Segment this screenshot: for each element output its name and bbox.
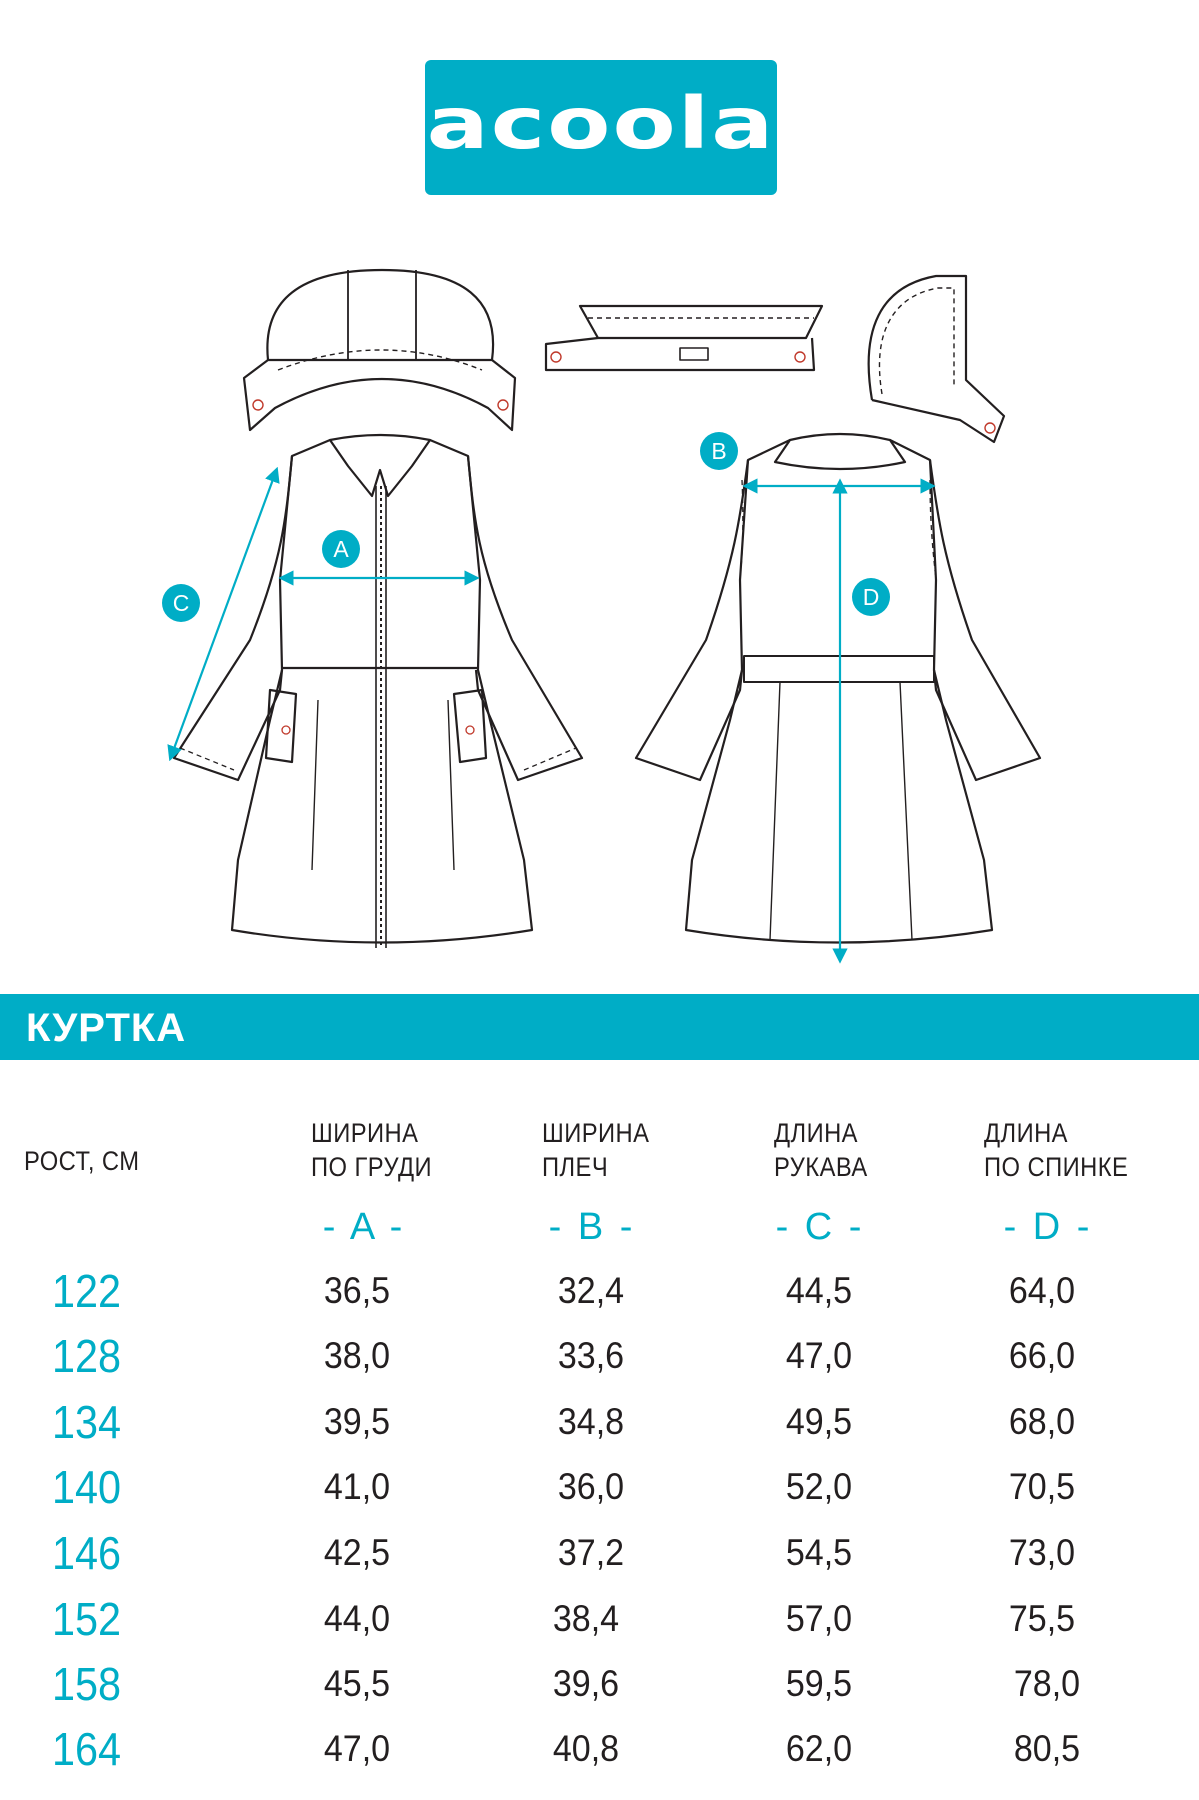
section-band bbox=[0, 994, 1199, 1060]
table-row bbox=[0, 1395, 1199, 1455]
collar-strap-drawing bbox=[546, 306, 822, 370]
column-letter-d: - D - bbox=[1003, 1206, 1093, 1248]
column-letter-a: - A - bbox=[322, 1206, 406, 1248]
height-value: 146 bbox=[52, 1527, 122, 1579]
coat-front-drawing bbox=[174, 435, 582, 948]
marker-c: C bbox=[162, 584, 200, 622]
marker-b: B bbox=[700, 432, 738, 470]
height-header-label: РОСТ, СМ bbox=[24, 1146, 140, 1176]
height-value: 164 bbox=[52, 1723, 122, 1775]
value-c: 59,5 bbox=[785, 1663, 853, 1704]
value-b: 32,4 bbox=[557, 1270, 625, 1311]
value-d: 64,0 bbox=[1008, 1270, 1076, 1311]
value-a: 45,5 bbox=[323, 1663, 391, 1704]
section-title: КУРТКА bbox=[26, 1006, 187, 1050]
value-a: 42,5 bbox=[323, 1532, 391, 1573]
value-d: 80,5 bbox=[1013, 1728, 1081, 1769]
table-row bbox=[0, 1264, 1199, 1324]
height-value: 122 bbox=[52, 1265, 122, 1317]
column-header-d bbox=[984, 1116, 1128, 1184]
marker-a: A bbox=[322, 530, 360, 568]
column-letter-b: - B - bbox=[548, 1206, 636, 1248]
hood-side-drawing bbox=[869, 276, 1004, 442]
value-c: 44,5 bbox=[785, 1270, 853, 1311]
brand-logo-text: acoola bbox=[426, 81, 776, 165]
column-header-a-line1: ШИРИНА bbox=[311, 1118, 419, 1148]
column-header-b bbox=[542, 1116, 649, 1184]
column-header-b-line2: ПЛЕЧ bbox=[542, 1152, 609, 1182]
height-header bbox=[24, 1144, 139, 1178]
value-d: 78,0 bbox=[1013, 1663, 1081, 1704]
column-header-b-line1: ШИРИНА bbox=[542, 1118, 650, 1148]
value-a: 36,5 bbox=[323, 1270, 391, 1311]
value-c: 54,5 bbox=[785, 1532, 853, 1573]
value-a: 47,0 bbox=[323, 1728, 391, 1769]
value-c: 47,0 bbox=[785, 1335, 853, 1376]
value-a: 39,5 bbox=[323, 1401, 391, 1442]
value-b: 37,2 bbox=[557, 1532, 625, 1573]
value-b: 34,8 bbox=[557, 1401, 625, 1442]
value-d: 75,5 bbox=[1008, 1598, 1076, 1639]
height-value: 158 bbox=[52, 1658, 122, 1710]
table-row bbox=[0, 1657, 1199, 1717]
height-value: 128 bbox=[52, 1330, 122, 1382]
table-row bbox=[0, 1592, 1199, 1652]
column-header-d-line1: ДЛИНА bbox=[984, 1118, 1068, 1148]
value-a: 38,0 bbox=[323, 1335, 391, 1376]
column-letter-c: - C - bbox=[775, 1206, 865, 1248]
table-row bbox=[0, 1526, 1199, 1586]
marker-d: D bbox=[852, 578, 890, 616]
value-c: 49,5 bbox=[785, 1401, 853, 1442]
value-b: 38,4 bbox=[552, 1598, 620, 1639]
value-c: 62,0 bbox=[785, 1728, 853, 1769]
value-d: 66,0 bbox=[1008, 1335, 1076, 1376]
value-a: 41,0 bbox=[323, 1466, 391, 1507]
coat-back-drawing bbox=[636, 434, 1040, 943]
table-row bbox=[0, 1460, 1199, 1520]
table-row bbox=[0, 1329, 1199, 1389]
value-b: 40,8 bbox=[552, 1728, 620, 1769]
value-a: 44,0 bbox=[323, 1598, 391, 1639]
height-value: 140 bbox=[52, 1461, 122, 1513]
column-header-d-line2: ПО СПИНКЕ bbox=[984, 1152, 1129, 1182]
column-header-a-line2: ПО ГРУДИ bbox=[311, 1152, 433, 1182]
height-value: 152 bbox=[52, 1593, 122, 1645]
value-b: 36,0 bbox=[557, 1466, 625, 1507]
column-header-c bbox=[774, 1116, 868, 1184]
value-c: 52,0 bbox=[785, 1466, 853, 1507]
value-b: 39,6 bbox=[552, 1663, 620, 1704]
column-header-c-line2: РУКАВА bbox=[774, 1152, 868, 1182]
column-header-a bbox=[311, 1116, 432, 1184]
value-d: 68,0 bbox=[1008, 1401, 1076, 1442]
table-row bbox=[0, 1722, 1199, 1782]
hood-front-drawing bbox=[244, 270, 515, 430]
height-value: 134 bbox=[52, 1396, 122, 1448]
column-header-c-line1: ДЛИНА bbox=[774, 1118, 858, 1148]
value-d: 73,0 bbox=[1008, 1532, 1076, 1573]
value-c: 57,0 bbox=[785, 1598, 853, 1639]
value-b: 33,6 bbox=[557, 1335, 625, 1376]
value-d: 70,5 bbox=[1008, 1466, 1076, 1507]
